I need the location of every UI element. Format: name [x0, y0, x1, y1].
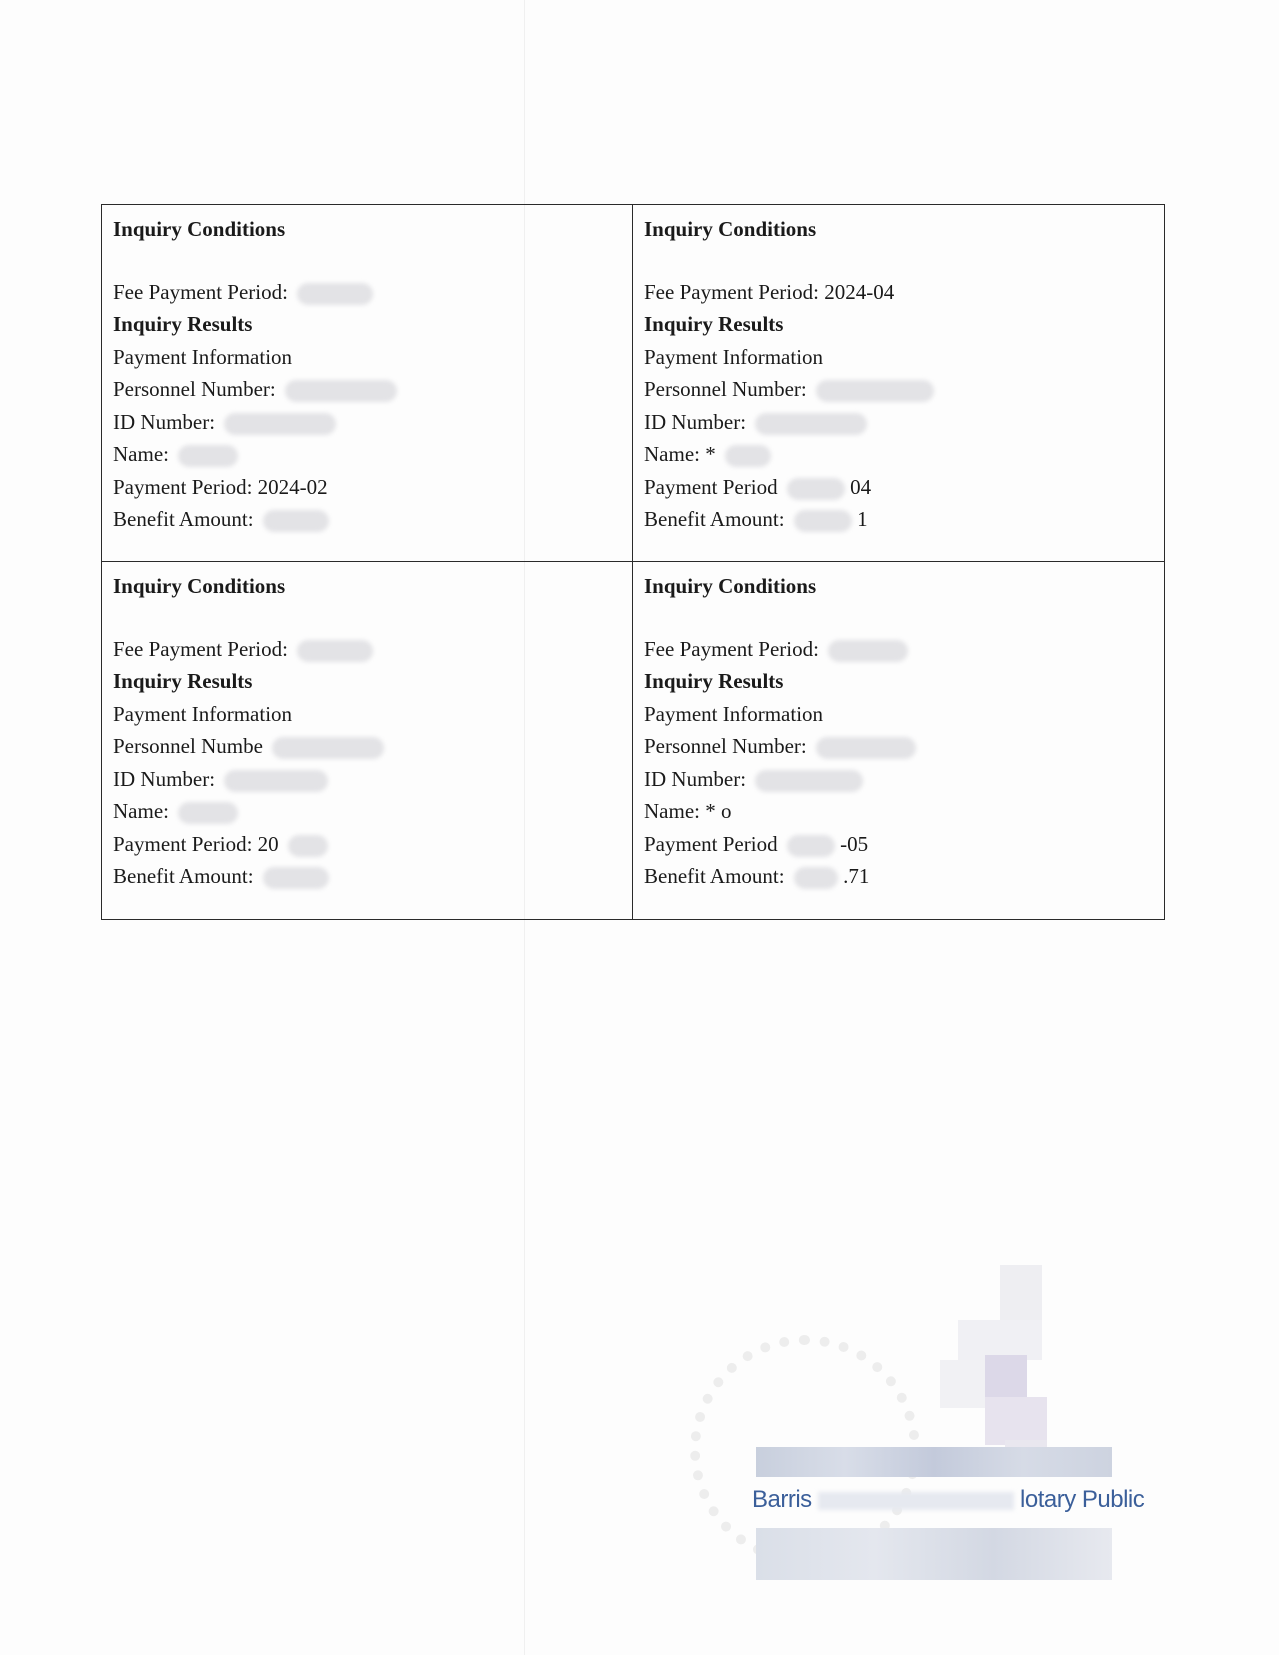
name-row	[644, 795, 1154, 828]
notary-title-line	[752, 1486, 1144, 1514]
fee-payment-period-row	[644, 633, 1154, 666]
payment-information-label: Payment Information	[113, 701, 293, 726]
benefit-amount-label: Benefit Amount:	[113, 507, 254, 531]
pixelated-signature-block	[985, 1397, 1047, 1445]
personnel-number-label: Personnel Number:	[113, 377, 276, 401]
redaction-mark	[297, 640, 373, 662]
fee-payment-period-row	[113, 633, 622, 666]
fee-payment-period-value: 2024-04	[824, 279, 895, 304]
payment-period-value: 04	[850, 474, 872, 499]
notary-title-fragment-2: lotary Public	[1020, 1486, 1145, 1513]
fee-payment-period-label: Fee Payment Period:	[644, 279, 819, 304]
benefit-amount-row	[113, 860, 622, 893]
payment-period-label: Payment Period	[644, 474, 778, 499]
payment-period-value: 20	[257, 831, 279, 856]
name-row	[113, 795, 622, 828]
personnel-number-row	[644, 373, 1154, 406]
personnel-number-label: Personnel Number:	[644, 734, 807, 758]
fee-payment-period-label: Fee Payment Period:	[113, 636, 288, 661]
id-number-row	[644, 406, 1154, 439]
name-row	[644, 438, 1154, 471]
redaction-mark	[755, 413, 867, 435]
pixelated-notary-details	[756, 1528, 1112, 1580]
inquiry-conditions-heading: Inquiry Conditions	[113, 217, 286, 241]
inquiry-grid	[101, 204, 1165, 920]
redaction-mark	[263, 867, 329, 889]
payment-period-row	[644, 828, 1154, 861]
payment-period-row	[113, 471, 622, 504]
redaction-mark	[818, 1492, 1014, 1510]
inquiry-results-heading: Inquiry Results	[113, 669, 253, 693]
inquiry-conditions-heading: Inquiry Conditions	[644, 217, 817, 241]
personnel-number-row	[644, 730, 1154, 763]
pixelated-signature-block	[985, 1355, 1027, 1397]
fee-payment-period-row	[113, 276, 622, 309]
inquiry-results-heading: Inquiry Results	[113, 312, 253, 336]
benefit-amount-row	[113, 503, 622, 536]
personnel-number-label: Personnel Numbe	[113, 734, 263, 758]
redaction-mark	[178, 802, 238, 824]
name-row	[113, 438, 622, 471]
id-number-label: ID Number:	[644, 409, 747, 434]
payment-period-label: Payment Period:	[113, 831, 253, 856]
payment-period-row	[113, 828, 622, 861]
redaction-mark	[828, 640, 908, 662]
redaction-mark	[816, 737, 916, 759]
benefit-amount-row	[644, 860, 1154, 893]
benefit-amount-label: Benefit Amount:	[644, 507, 785, 531]
id-number-row	[644, 763, 1154, 796]
redaction-mark	[755, 770, 863, 792]
fee-payment-period-label: Fee Payment Period:	[644, 636, 819, 661]
benefit-amount-row	[644, 503, 1154, 536]
name-label: Name:	[644, 799, 700, 823]
inquiry-results-heading: Inquiry Results	[644, 669, 784, 693]
payment-information-label: Payment Information	[644, 701, 824, 726]
redaction-mark	[263, 510, 329, 532]
redaction-mark	[178, 445, 238, 467]
fee-payment-period-label: Fee Payment Period:	[113, 279, 288, 304]
redaction-mark	[297, 283, 373, 305]
pixelated-signature-block	[1000, 1265, 1042, 1320]
redaction-mark	[787, 478, 845, 500]
name-label: Name:	[644, 442, 700, 466]
inquiry-results-heading: Inquiry Results	[644, 312, 784, 336]
id-number-label: ID Number:	[113, 766, 216, 791]
payment-information-label: Payment Information	[644, 344, 824, 369]
inquiry-cell-4	[633, 562, 1164, 919]
redaction-mark	[816, 380, 934, 402]
redaction-mark	[272, 737, 384, 759]
inquiry-conditions-heading: Inquiry Conditions	[113, 574, 286, 598]
payment-period-value: 2024-02	[257, 474, 328, 499]
redaction-mark	[288, 835, 328, 857]
inquiry-conditions-heading: Inquiry Conditions	[644, 574, 817, 598]
payment-period-label: Payment Period:	[113, 474, 253, 499]
payment-period-row	[644, 471, 1154, 504]
payment-information-label: Payment Information	[113, 344, 293, 369]
inquiry-cell-3	[102, 562, 633, 919]
redaction-mark	[787, 835, 835, 857]
id-number-label: ID Number:	[644, 766, 747, 791]
inquiry-cell-2	[633, 205, 1164, 562]
redaction-mark	[224, 413, 336, 435]
redaction-mark	[285, 380, 397, 402]
personnel-number-row	[113, 730, 622, 763]
personnel-number-label: Personnel Number:	[644, 377, 807, 401]
fee-payment-period-row	[644, 276, 1154, 309]
redaction-mark	[725, 445, 771, 467]
redaction-mark	[794, 867, 838, 889]
name-label: Name:	[113, 442, 169, 466]
name-value: *	[705, 442, 716, 466]
name-label: Name:	[113, 799, 169, 823]
pixelated-signature-block	[958, 1320, 1042, 1360]
payment-period-value: -05	[840, 831, 869, 856]
payment-period-label: Payment Period	[644, 831, 778, 856]
pixelated-signature-block	[940, 1360, 985, 1408]
benefit-amount-value: .71	[843, 864, 870, 888]
id-number-label: ID Number:	[113, 409, 216, 434]
notary-title-fragment-1: Barris	[752, 1486, 812, 1513]
redaction-mark	[224, 770, 328, 792]
personnel-number-row	[113, 373, 622, 406]
benefit-amount-label: Benefit Amount:	[113, 864, 254, 888]
name-value: * o	[705, 799, 732, 823]
benefit-amount-value: 1	[857, 507, 868, 531]
pixelated-notary-name	[756, 1447, 1112, 1477]
id-number-row	[113, 406, 622, 439]
inquiry-cell-1	[102, 205, 633, 562]
redaction-mark	[794, 510, 852, 532]
benefit-amount-label: Benefit Amount:	[644, 864, 785, 888]
id-number-row	[113, 763, 622, 796]
